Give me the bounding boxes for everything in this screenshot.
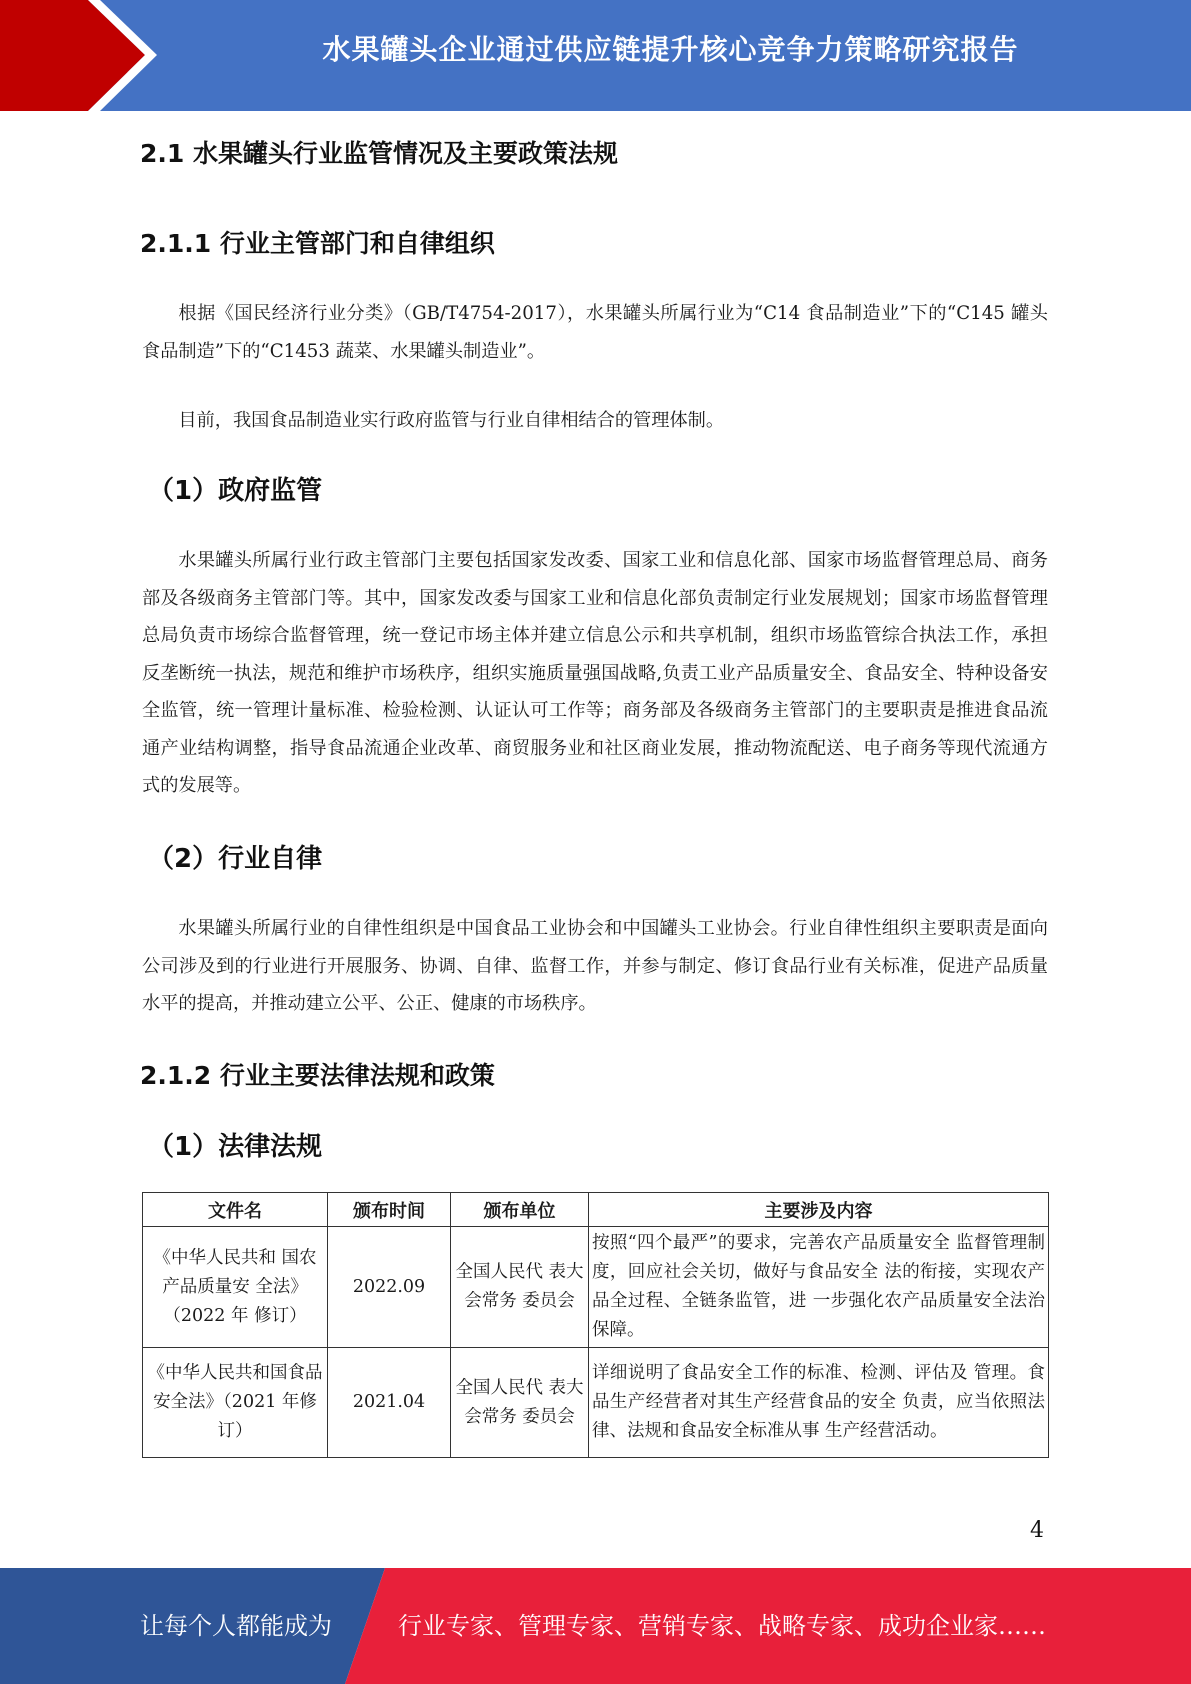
section-heading-2-1-1: 2.1.1 行业主管部门和自律组织 [140, 229, 495, 258]
cell-date: 2021.04 [328, 1348, 451, 1458]
cell-issuer: 全国人民代 表大会常务 委员会 [451, 1227, 589, 1348]
page-header [0, 0, 1191, 111]
col-header-issuer: 颁布单位 [451, 1193, 589, 1227]
table-row [143, 1227, 1049, 1348]
heading-laws-regulations: （1）法律法规 [148, 1132, 323, 1162]
heading-industry-self-discipline: （2）行业自律 [148, 844, 323, 874]
header-arrow-decoration [0, 0, 160, 111]
section-heading-2-1: 2.1 水果罐头行业监管情况及主要政策法规 [140, 139, 618, 168]
page-footer [0, 1568, 1191, 1684]
cell-document: 《中华人民共和国食品安全法》（2021 年修订） [143, 1348, 328, 1458]
page-number: 4 [1030, 1518, 1044, 1543]
cell-date: 2022.09 [328, 1227, 451, 1348]
col-header-content: 主要涉及内容 [589, 1193, 1049, 1227]
table-row [143, 1348, 1049, 1458]
paragraph-management-system: 目前，我国食品制造业实行政府监管与行业自律相结合的管理体制。 [178, 410, 725, 431]
paragraph-industry-classification: 根据《国民经济行业分类》（GB/T4754-2017），水果罐头所属行业为“C14 食品制造业”下的“C145 罐头食品制造”下的“C1453 蔬菜、水果罐头制造业”。 [142, 303, 1048, 362]
paragraph-industry-self-discipline: 水果罐头所属行业的自律性组织是中国食品工业协会和中国罐头工业协会。行业自律性组织主要职责是面向公司涉及到的行业进行开展服务、协调、自律、监督工作，并参与制定、修订食品行业有关标准，促进产品质量水平的提高，并推动建立公平、公正、健康的市场秩序。 [142, 918, 1048, 1014]
cell-document: 《中华人民共和 国农产品质量安 全法》（2022 年 修订） [143, 1227, 328, 1348]
col-header-document: 文件名 [143, 1193, 328, 1227]
cell-content: 详细说明了食品安全工作的标准、检测、评估及 管理。食品生产经营者对其生产经营食品的安全 负责，应当依照法律、法规和食品安全标准从事 生产经营活动。 [589, 1348, 1049, 1458]
footer-slogan-right: 行业专家、管理专家、营销专家、战略专家、成功企业家…… [398, 1612, 1046, 1640]
section-heading-2-1-2: 2.1.2 行业主要法律法规和政策 [140, 1061, 495, 1090]
table-header-row [143, 1193, 1049, 1227]
col-header-date: 颁布时间 [328, 1193, 451, 1227]
cell-issuer: 全国人民代 表大会常务 委员会 [451, 1348, 589, 1458]
footer-slogan-left: 让每个人都能成为 [140, 1612, 332, 1640]
report-title: 水果罐头企业通过供应链提升核心竞争力策略研究报告 [322, 33, 1019, 66]
cell-content: 按照“四个最严”的要求，完善农产品质量安全 监督管理制度，回应社会关切，做好与食品安全 法的衔接，实现农产品全过程、全链条监管，进 一步强化农产品质量安全法治保障。 [589, 1227, 1049, 1348]
heading-government-supervision: （1）政府监管 [148, 476, 323, 506]
laws-table [142, 1192, 1049, 1458]
paragraph-government-supervision: 水果罐头所属行业行政主管部门主要包括国家发改委、国家工业和信息化部、国家市场监督管理总局、商务部及各级商务主管部门等。其中，国家发改委与国家工业和信息化部负责制定行业发展规划；国家市场监督管理总局负责市场综合监督管理，统一登记市场主体并建立信息公示和共享机制，组织市场监管综合执法工作，承担反垄断统一执法，规范和维护市场秩序，组织实施质量强国战略,负责工业产品质量安全、食品安全、特种设备安全监管，统一管理计量标准、检验检测、认证认可工作等；商务部及各级商务主管部门的主要职责是推进食品流通产业结构调整，指导食品流通企业改革、商贸服务业和社区商业发展，推动物流配送、电子商务等现代流通方式的发展等。 [142, 550, 1048, 796]
